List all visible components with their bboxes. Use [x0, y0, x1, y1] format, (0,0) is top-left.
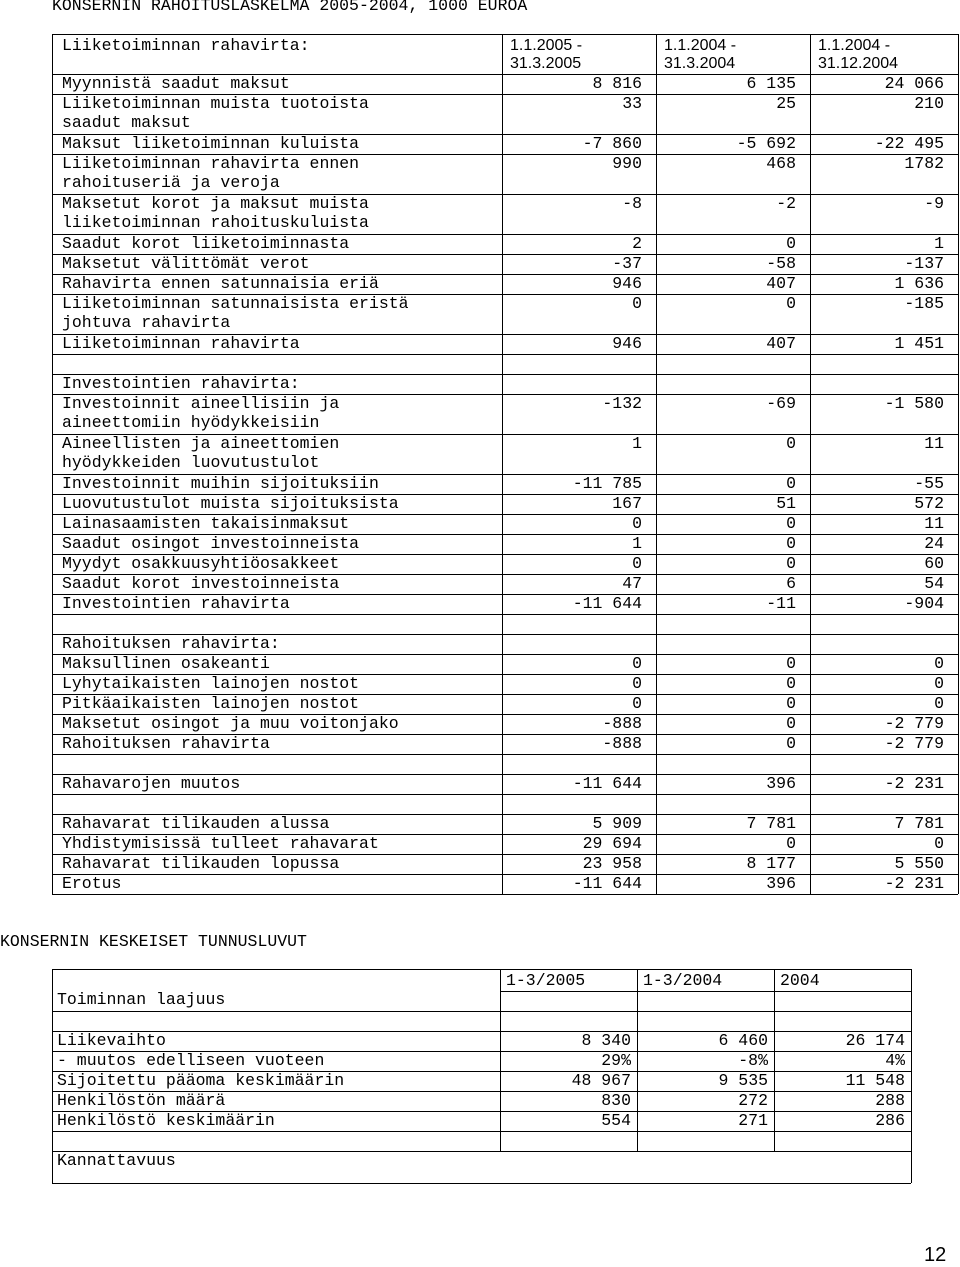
row-value: -2 — [776, 194, 796, 213]
row-value: 47 — [622, 574, 642, 593]
row-label: Investoinnit aineellisiin ja — [62, 394, 340, 413]
row-value: -11 785 — [572, 474, 642, 493]
row-label: Rahavarat tilikauden lopussa — [62, 854, 340, 873]
row-value: 11 — [924, 434, 944, 453]
row-value: 0 — [632, 654, 642, 673]
row-value: 8 816 — [592, 74, 642, 93]
row-value: 0 — [632, 694, 642, 713]
row-value: 26 174 — [845, 1031, 905, 1050]
row-value: 396 — [766, 774, 796, 793]
row-value: -2 231 — [884, 874, 944, 893]
row-value: 0 — [934, 694, 944, 713]
column-line — [500, 969, 501, 1151]
row-label: Myynnistä saadut maksut — [62, 74, 290, 93]
row-value: 0 — [786, 474, 796, 493]
column-line — [774, 969, 775, 1151]
row-value: 11 — [924, 514, 944, 533]
row-label: Liiketoiminnan muista tuotoista — [62, 94, 369, 113]
row-label: Henkilöstö keskimäärin — [57, 1111, 275, 1130]
row-value: -137 — [904, 254, 944, 273]
row-value: 0 — [632, 294, 642, 313]
row-value: 0 — [786, 654, 796, 673]
row-line — [52, 1131, 911, 1132]
row-value: 0 — [786, 714, 796, 733]
row-value: 288 — [875, 1091, 905, 1110]
column-header: 1.1.2004 - — [818, 37, 891, 54]
row-label: - muutos edelliseen vuoteen — [57, 1051, 325, 1070]
row-value: -9 — [924, 194, 944, 213]
row-label: Yhdistymisissä tulleet rahavarat — [62, 834, 379, 853]
row-value: 60 — [924, 554, 944, 573]
row-value: 468 — [766, 154, 796, 173]
row-label: Rahoituksen rahavirta: — [62, 634, 280, 653]
row-value: 0 — [786, 234, 796, 253]
row-value: 8 340 — [581, 1031, 631, 1050]
row-label: Investointien rahavirta — [62, 594, 290, 613]
row-value: -2 779 — [884, 734, 944, 753]
row-label: Maksetut osingot ja muu voitonjako — [62, 714, 399, 733]
column-header: 31.12.2004 — [818, 55, 899, 72]
row-line — [52, 614, 958, 615]
row-value: -7 860 — [582, 134, 642, 153]
page-title: KONSERNIN RAHOITUSLASKELMA 2005-2004, 1000 EUROA — [52, 0, 528, 15]
row-value: 4% — [885, 1051, 905, 1070]
row-label: Liiketoiminnan rahavirta — [62, 334, 300, 353]
row-value: 272 — [738, 1091, 768, 1110]
row-label: Pitkäaikaisten lainojen nostot — [62, 694, 360, 713]
row-value: 0 — [786, 694, 796, 713]
row-value: -2 231 — [884, 774, 944, 793]
row-value: -58 — [766, 254, 796, 273]
row-value: 54 — [924, 574, 944, 593]
row-label: liiketoiminnan rahoituskuluista — [62, 213, 369, 232]
row-line — [52, 1011, 911, 1012]
row-label: Investoinnit muihin sijoituksiin — [62, 474, 379, 493]
row-value: -22 495 — [874, 134, 944, 153]
row-value: 48 967 — [571, 1071, 631, 1090]
column-line — [637, 969, 638, 1151]
row-value: 946 — [612, 334, 642, 353]
row-line — [52, 794, 958, 795]
row-value: -2 779 — [884, 714, 944, 733]
row-value: 5 550 — [894, 854, 944, 873]
keyfigures-title: KONSERNIN KESKEISET TUNNUSLUVUT — [0, 932, 307, 951]
row-label: Maksetut välittömät verot — [62, 254, 310, 273]
row-label: Kannattavuus — [57, 1151, 176, 1170]
row-label: Liiketoiminnan satunnaisista eristä — [62, 294, 409, 313]
row-value: 1 — [632, 534, 642, 553]
row-value: 0 — [934, 674, 944, 693]
row-value: 33 — [622, 94, 642, 113]
row-value: -11 644 — [572, 874, 642, 893]
column-line — [911, 969, 912, 1183]
row-value: 11 548 — [845, 1071, 905, 1090]
row-value: -55 — [914, 474, 944, 493]
row-label: Rahavarat tilikauden alussa — [62, 814, 330, 833]
row-value: 5 909 — [592, 814, 642, 833]
row-value: -5 692 — [736, 134, 796, 153]
row-line — [52, 1151, 911, 1152]
row-value: 0 — [786, 534, 796, 553]
row-label: Maksetut korot ja maksut muista — [62, 194, 369, 213]
table-border-bottom — [52, 1183, 911, 1184]
column-header: 1-3/2004 — [643, 971, 723, 990]
row-value: 24 066 — [884, 74, 944, 93]
row-label: Liiketoiminnan rahavirta ennen — [62, 154, 360, 173]
row-value: 1782 — [904, 154, 944, 173]
row-value: 271 — [738, 1111, 768, 1130]
row-value: -8% — [738, 1051, 768, 1070]
row-value: -8 — [622, 194, 642, 213]
row-line — [52, 354, 958, 355]
column-line — [656, 34, 657, 894]
row-value: 0 — [786, 674, 796, 693]
row-value: 0 — [632, 514, 642, 533]
row-value: -11 — [766, 594, 796, 613]
row-label: Saadut osingot investoinneista — [62, 534, 360, 553]
row-label: Myydyt osakkuusyhtiöosakkeet — [62, 554, 340, 573]
row-value: -888 — [602, 734, 642, 753]
row-label: johtuva rahavirta — [62, 313, 231, 332]
row-line — [52, 754, 958, 755]
row-value: 0 — [786, 554, 796, 573]
row-value: -11 644 — [572, 594, 642, 613]
row-value: 1 — [632, 434, 642, 453]
row-value: 830 — [601, 1091, 631, 1110]
column-line — [502, 34, 503, 894]
row-label: Rahavarojen muutos — [62, 774, 241, 793]
row-label: Lyhytaikaisten lainojen nostot — [62, 674, 360, 693]
row-label: Investointien rahavirta: — [62, 374, 300, 393]
row-value: 29% — [601, 1051, 631, 1070]
row-label: Maksullinen osakeanti — [62, 654, 270, 673]
row-value: 554 — [601, 1111, 631, 1130]
row-value: -904 — [904, 594, 944, 613]
row-value: -185 — [904, 294, 944, 313]
column-line — [52, 34, 53, 894]
row-value: 0 — [786, 294, 796, 313]
row-value: 6 — [786, 574, 796, 593]
row-value: 6 460 — [718, 1031, 768, 1050]
row-value: 286 — [875, 1111, 905, 1130]
table-border-top — [52, 969, 911, 970]
row-value: -11 644 — [572, 774, 642, 793]
row-value: 6 135 — [746, 74, 796, 93]
row-value: -69 — [766, 394, 796, 413]
row-line — [500, 991, 911, 992]
row-value: 407 — [766, 274, 796, 293]
row-label: Saadut korot liiketoiminnasta — [62, 234, 350, 253]
row-value: 0 — [786, 514, 796, 533]
row-label: Sijoitettu pääoma keskimäärin — [57, 1071, 345, 1090]
row-value: 946 — [612, 274, 642, 293]
row-value: 0 — [632, 674, 642, 693]
row-label: saadut maksut — [62, 113, 191, 132]
row-label: Henkilöstön määrä — [57, 1091, 226, 1110]
column-line — [810, 34, 811, 894]
row-label: Lainasaamisten takaisinmaksut — [62, 514, 350, 533]
table-border-top — [52, 34, 958, 35]
row-label: Luovutustulot muista sijoituksista — [62, 494, 399, 513]
row-value: 1 — [934, 234, 944, 253]
column-header: 1.1.2004 - — [664, 37, 737, 54]
row-value: 29 694 — [582, 834, 642, 853]
row-label: Rahavirta ennen satunnaisia eriä — [62, 274, 379, 293]
column-header: 31.3.2004 — [664, 55, 736, 72]
row-value: 210 — [914, 94, 944, 113]
section-label: Liiketoiminnan rahavirta: — [62, 36, 310, 55]
row-value: 51 — [776, 494, 796, 513]
row-value: 9 535 — [718, 1071, 768, 1090]
row-label: Maksut liiketoiminnan kuluista — [62, 134, 360, 153]
column-header: 1-3/2005 — [506, 971, 586, 990]
column-line — [958, 34, 959, 894]
section-label: Toiminnan laajuus — [57, 990, 226, 1009]
row-value: 0 — [934, 654, 944, 673]
row-label: Rahoituksen rahavirta — [62, 734, 270, 753]
row-value: 0 — [786, 434, 796, 453]
row-value: 0 — [786, 834, 796, 853]
row-value: 7 781 — [894, 814, 944, 833]
row-value: -888 — [602, 714, 642, 733]
row-label: Aineellisten ja aineettomien — [62, 434, 340, 453]
column-header: 1.1.2005 - — [510, 37, 583, 54]
column-header: 31.3.2005 — [510, 55, 582, 72]
row-value: 25 — [776, 94, 796, 113]
row-label: Liikevaihto — [57, 1031, 166, 1050]
row-value: 8 177 — [746, 854, 796, 873]
row-value: -37 — [612, 254, 642, 273]
row-value: -1 580 — [884, 394, 944, 413]
column-header: 2004 — [780, 971, 820, 990]
row-value: 0 — [786, 734, 796, 753]
row-label: hyödykkeiden luovutustulot — [62, 453, 320, 472]
table-border-bottom — [52, 894, 958, 895]
row-value: 23 958 — [582, 854, 642, 873]
row-label: Saadut korot investoinneista — [62, 574, 340, 593]
row-value: 396 — [766, 874, 796, 893]
row-value: 572 — [914, 494, 944, 513]
page-number: 12 — [924, 1244, 947, 1266]
row-value: 1 636 — [894, 274, 944, 293]
row-value: 24 — [924, 534, 944, 553]
row-value: 2 — [632, 234, 642, 253]
row-value: 0 — [632, 554, 642, 573]
row-value: 1 451 — [894, 334, 944, 353]
row-label: aineettomiin hyödykkeisiin — [62, 413, 320, 432]
row-label: Erotus — [62, 874, 122, 893]
row-value: -132 — [602, 394, 642, 413]
row-value: 0 — [934, 834, 944, 853]
column-line — [52, 969, 53, 1183]
row-value: 990 — [612, 154, 642, 173]
row-label: rahoituseriä ja veroja — [62, 173, 280, 192]
row-value: 167 — [612, 494, 642, 513]
row-value: 407 — [766, 334, 796, 353]
row-value: 7 781 — [746, 814, 796, 833]
